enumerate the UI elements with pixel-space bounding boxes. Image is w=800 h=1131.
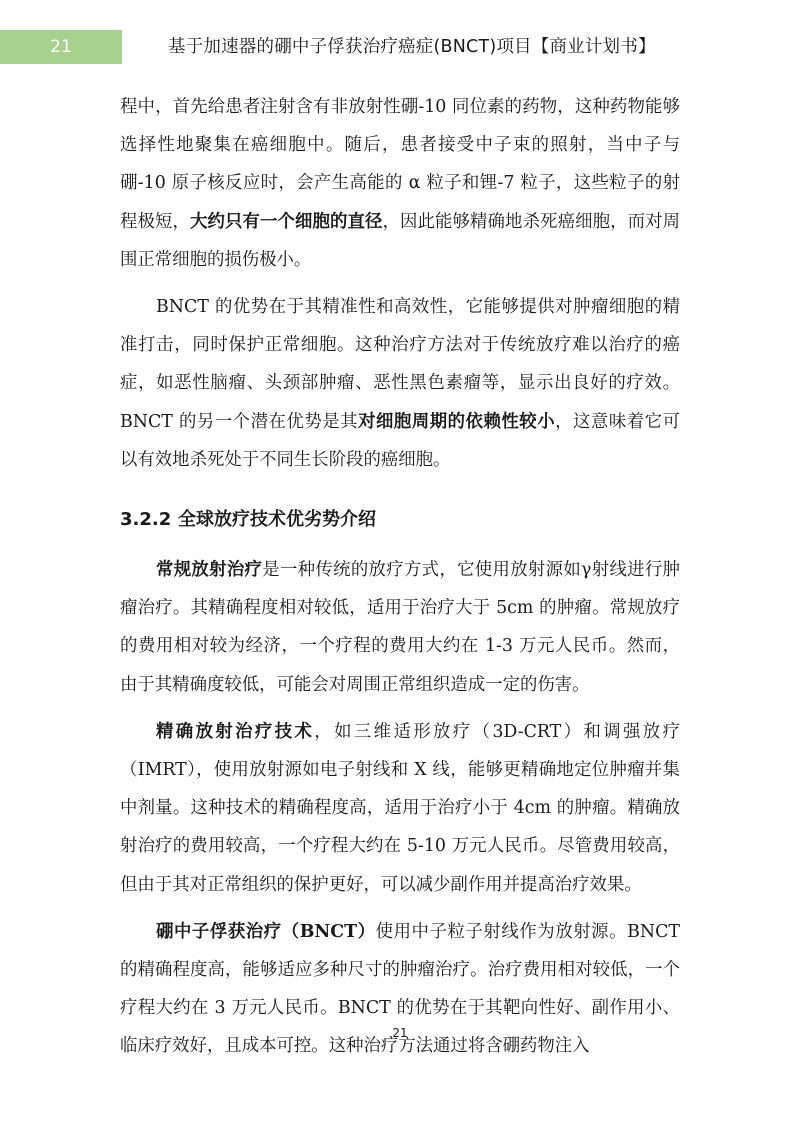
term-conventional-radiotherapy: 常规放射治疗	[156, 560, 263, 581]
paragraph-bnct-mechanism	[120, 88, 680, 279]
header-title: 基于加速器的硼中子俘获治疗癌症(BNCT)项目【商业计划书】	[168, 37, 656, 57]
paragraph-text: 使用中子粒子射线作为放射源。BNCT 的精确程度高，能够适应多种尺寸的肿瘤治疗。治疗费用相对较低，一个疗程大约在 3 万元人民币。BNCT 的优势在于其靶向性好、副作用小、临床疗效好，且成本可控。这种治疗方法通过将含硼药物注入	[120, 921, 681, 1057]
term-precision-radiotherapy: 精确放射治疗技术	[156, 721, 315, 742]
paragraph-text: ，因此能够精确地杀死癌细胞，而对周围正常细胞的损伤极小。	[120, 211, 680, 270]
paragraph-bnct-therapy	[120, 913, 680, 1066]
paragraph-text: BNCT 的优势在于其精准性和高效性，它能够提供对肿瘤细胞的精准打击，同时保护正常细胞。这种治疗方法对于传统放疗难以治疗的癌症，如恶性脑瘤、头颈部肿瘤、恶性黑色素瘤等，显示出良好的疗效。BNCT 的另一个潜在优势是其	[120, 297, 680, 432]
footer-page-number: 21	[392, 1026, 408, 1040]
paragraph-precision-radiotherapy	[120, 713, 680, 904]
emphasis-text: 大约只有一个细胞的直径	[190, 211, 383, 232]
paragraph-conventional-radiotherapy	[120, 551, 680, 704]
section-number: 3.2.2	[120, 509, 172, 531]
paragraph-bnct-advantages	[120, 288, 680, 479]
paragraph-text: 程中，首先给患者注射含有非放射性硼-10 同位素的药物，这种药物能够选择性地聚集在癌细胞中。随后，患者接受中子束的照射，当中子与硼-10 原子核反应时，会产生高能的 α 粒子和锂-7 粒子，这些粒子的射程极短，	[120, 97, 680, 232]
header-page-number: 21	[50, 37, 72, 57]
paragraph-text: ，如三维适形放疗（3D-CRT）和调强放疗（IMRT），使用放射源如电子射线和 X 线，能够更精确地定位肿瘤并集中剂量。这种技术的精确程度高，适用于治疗小于 4cm 的肿瘤。精确放射治疗的费用较高，一个疗程大约在 5-10 万元人民币。尽管费用较高，但由于其对正常组织的保护更好，可以减少副作用并提高治疗效果。	[120, 721, 680, 895]
paragraph-text: 是一种传统的放疗方式，它使用放射源如γ射线进行肿瘤治疗。其精确程度相对较低，适用于治疗大于 5cm 的肿瘤。常规放疗的费用相对较为经济，一个疗程的费用大约在 1-3 万元人民币。然而，由于其精确度较低，可能会对周围正常组织造成一定的伤害。	[120, 560, 680, 695]
section-title: 全球放疗技术优劣势介绍	[178, 509, 376, 531]
document-body	[120, 88, 680, 1066]
term-bnct: 硼中子俘获治疗（BNCT）	[156, 921, 376, 942]
section-heading	[120, 501, 680, 539]
paragraph-text: ，这意味着它可以有效地杀死处于不同生长阶段的癌细胞。	[120, 411, 680, 470]
emphasis-text: 对细胞周期的依赖性较小	[358, 411, 556, 432]
